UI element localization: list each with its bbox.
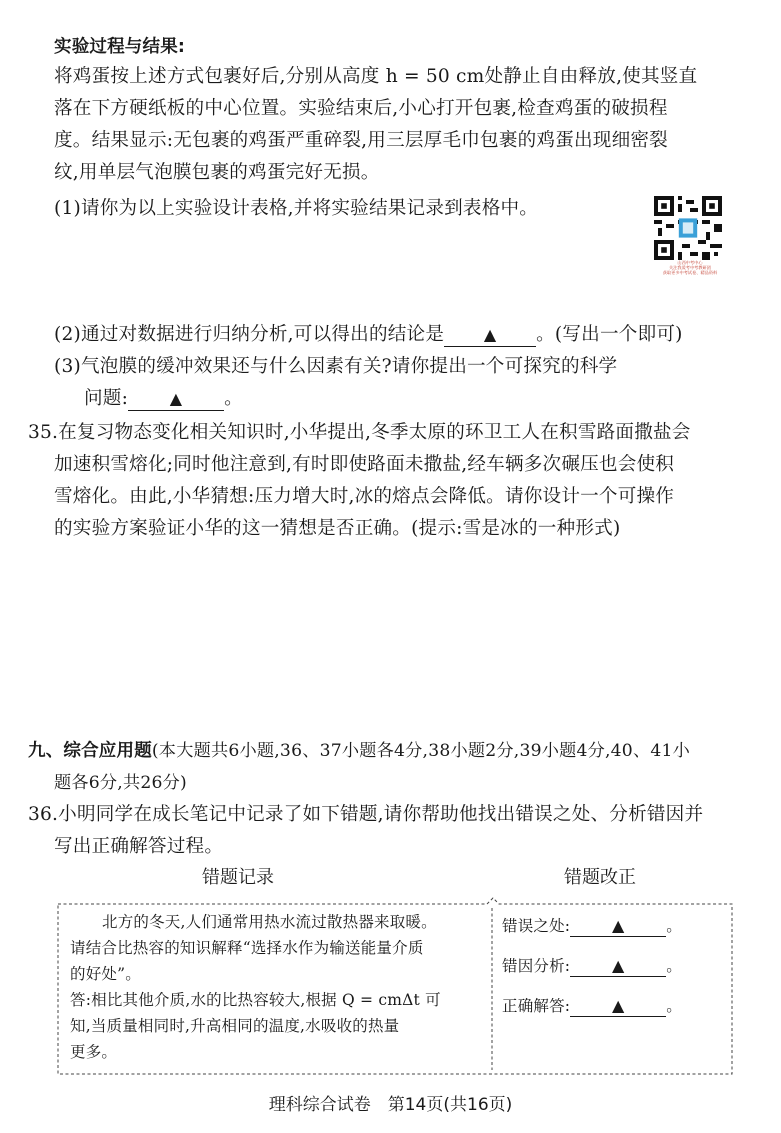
q34-part3-line2: 问题: ▲ 。: [84, 388, 243, 409]
record-line-1: 北方的冬天,人们通常用热水流过散热器来取暖。: [102, 913, 437, 931]
q35-line-4: 的实验方案验证小华的这一猜想是否正确。(提示:雪是冰的一种形式): [54, 518, 621, 539]
procedure-line-4: 纹,用单层气泡膜包裹的鸡蛋完好无损。: [54, 162, 380, 183]
record-line-2: 请结合比热容的知识解释“选择水作为输送能量介质: [70, 939, 424, 957]
procedure-line-1: 将鸡蛋按上述方式包裹好后,分别从高度 h = 50 cm处静止自由释放,使其竖直: [54, 66, 698, 87]
section9-desc-line2: 题各6分,共26分): [54, 773, 187, 793]
record-line-5: 知,当质量相同时,升高相同的温度,水吸收的热量: [70, 1017, 400, 1035]
correction-error-cause: 错因分析: ▲ 。: [502, 956, 682, 975]
answer-blank[interactable]: ▲: [570, 916, 666, 937]
record-line-6: 更多。: [70, 1043, 118, 1061]
record-line-4: 答:相比其他介质,水的比热容较大,根据 Q = cmΔt 可: [70, 991, 441, 1009]
answer-blank[interactable]: ▲: [570, 956, 666, 977]
section9-header: [28, 738, 690, 764]
table-right-header: 错题改正: [564, 867, 636, 888]
q34-part1: (1)请你为以上实验设计表格,并将实验结果记录到表格中。: [54, 198, 539, 219]
page-footer: 理科综合试卷 第14页(共16页): [268, 1095, 513, 1115]
answer-blank[interactable]: ▲: [128, 388, 224, 411]
q36-line-2: 写出正确解答过程。: [54, 836, 224, 857]
section9-desc: (本大题共6小题,36、37小题各4分,38小题2分,39小题4分,40、41小: [151, 741, 690, 761]
correction-right-answer: 正确解答: ▲ 。: [502, 996, 682, 1015]
procedure-heading: 实验过程与结果:: [54, 37, 186, 57]
correction-error-location: 错误之处: ▲ 。: [502, 916, 682, 935]
procedure-line-2: 落在下方硬纸板的中心位置。实验结束后,小心打开包裹,检查鸡蛋的破损程: [54, 98, 668, 119]
record-line-3: 的好处”。: [70, 965, 141, 983]
q34-part3-line1: (3)气泡膜的缓冲效果还与什么因素有关?请你提出一个可探究的科学: [54, 356, 618, 377]
q36-line-1: 36.小明同学在成长笔记中记录了如下错题,请你帮助他找出错误之处、分析错因并: [28, 804, 704, 825]
answer-blank[interactable]: ▲: [570, 996, 666, 1017]
qr-caption: 山西中考中心 关注我爱考中考教研团 获取更多中考试卷、精品资料: [662, 260, 718, 275]
procedure-line-3: 度。结果显示:无包裹的鸡蛋严重碎裂,用三层厚毛巾包裹的鸡蛋出现细密裂: [54, 130, 668, 151]
answer-blank[interactable]: ▲: [444, 324, 536, 347]
section9-title: 九、综合应用题: [28, 741, 152, 761]
q35-line-2: 加速积雪熔化;同时他注意到,有时即使路面未撒盐,经车辆多次碾压也会使积: [54, 454, 675, 475]
table-left-header: 错题记录: [202, 867, 274, 888]
q35-line-1: 35.在复习物态变化相关知识时,小华提出,冬季太原的环卫工人在积雪路面撒盐会: [28, 422, 691, 443]
q34-part2: (2)通过对数据进行归纳分析,可以得出的结论是 ▲ 。(写出一个即可): [54, 324, 683, 345]
qr-code-icon: [654, 196, 722, 260]
q35-line-3: 雪熔化。由此,小华猜想:压力增大时,冰的熔点会降低。请你设计一个可操作: [54, 486, 675, 507]
